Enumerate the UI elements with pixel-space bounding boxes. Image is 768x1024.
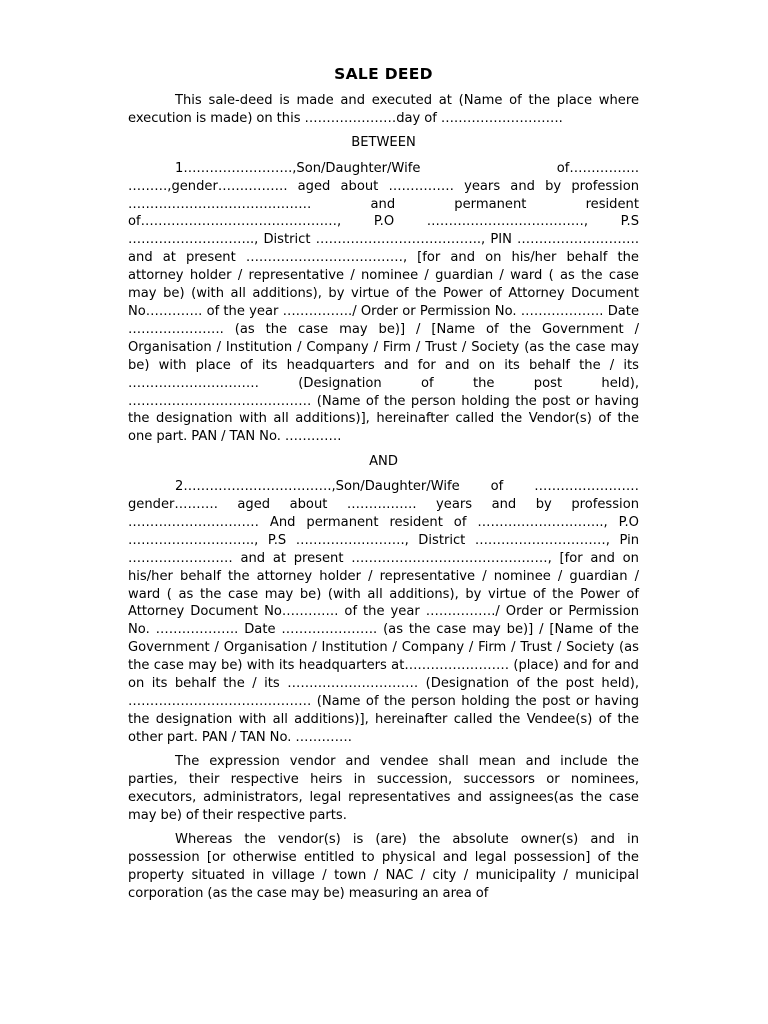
intro-paragraph: This sale-deed is made and executed at (Name of the place where execution is made) on this …………………day of ………………………. (128, 93, 639, 126)
whereas-paragraph: Whereas the vendor(s) is (are) the absolute owner(s) and in possession [or otherwise entitled to physical and legal possession] of the property situated in village / town / NAC / city / municipality / municipal corporation (as the case may be) measuring an area of (128, 832, 639, 902)
document-title: SALE DEED (334, 65, 433, 83)
expression-paragraph: The expression vendor and vendee shall mean and include the parties, their respective heirs in succession, successors or nominees, executors, administrators, legal representatives and assignees(as the case may be) of their respective parts. (128, 754, 639, 823)
vendor-paragraph: 1…………………….,Son/Daughter/Wife of……………. ………,gender……………. aged about …………… years and by profession …………………………………… and permanent resident of………………………………………, P.O ………………………………, P.S ……………………….., District ……………………………….., PIN ………………………. and at present ………………………………, [for and on his/her behalf the attorney holder / representative / nominee / guardian / ward ( as the case may be) (with all additions), by virtue of the Power of Attorney Document No…………. of the year ……………./ Order or Permission No. ………………. Date …………………. (as the case may be)] / [Name of the Government / Organisation / Institution / Company / Firm / Trust / Society (as the case may be) with place of its headquarters and for and on its behalf the / its ………………………… (Designation of the post held), …………………………………… (Name of the person holding the post or having the designation with all additions)], hereinafter called the Vendor(s) of the one part. PAN / TAN No. …………. (128, 160, 639, 445)
document-body (128, 60, 639, 909)
vendee-paragraph: 2…………………………….,Son/Daughter/Wife of ……………………gender………. aged about ……………. years and by profession ………………………… And permanent resident of ……………………….., P.O ……………………….., P.S ……………………., District …………………………, Pin …………………… and at present ………………………………………, [for and on his/her behalf the attorney holder / representative / nominee / guardian / ward ( as the case may be) (with all additions), by virtue of the Power of Attorney Document No…………. of the year ……………./ Order or Permission No. ………………. Date …………………. (as the case may be)] / [Name of the Government / Organisation / Institution / Company / Firm / Trust / Society (as the case may be) with its headquarters at…………………… (place) and for and on its behalf the / its ………………………… (Designation of the post held), …………………………………… (Name of the person holding the post or having the designation with all additions)], hereinafter called the Vendee(s) of the other part. PAN / TAN No. …………. (128, 479, 639, 745)
and-heading: AND (369, 453, 398, 469)
between-heading: BETWEEN (351, 135, 416, 151)
